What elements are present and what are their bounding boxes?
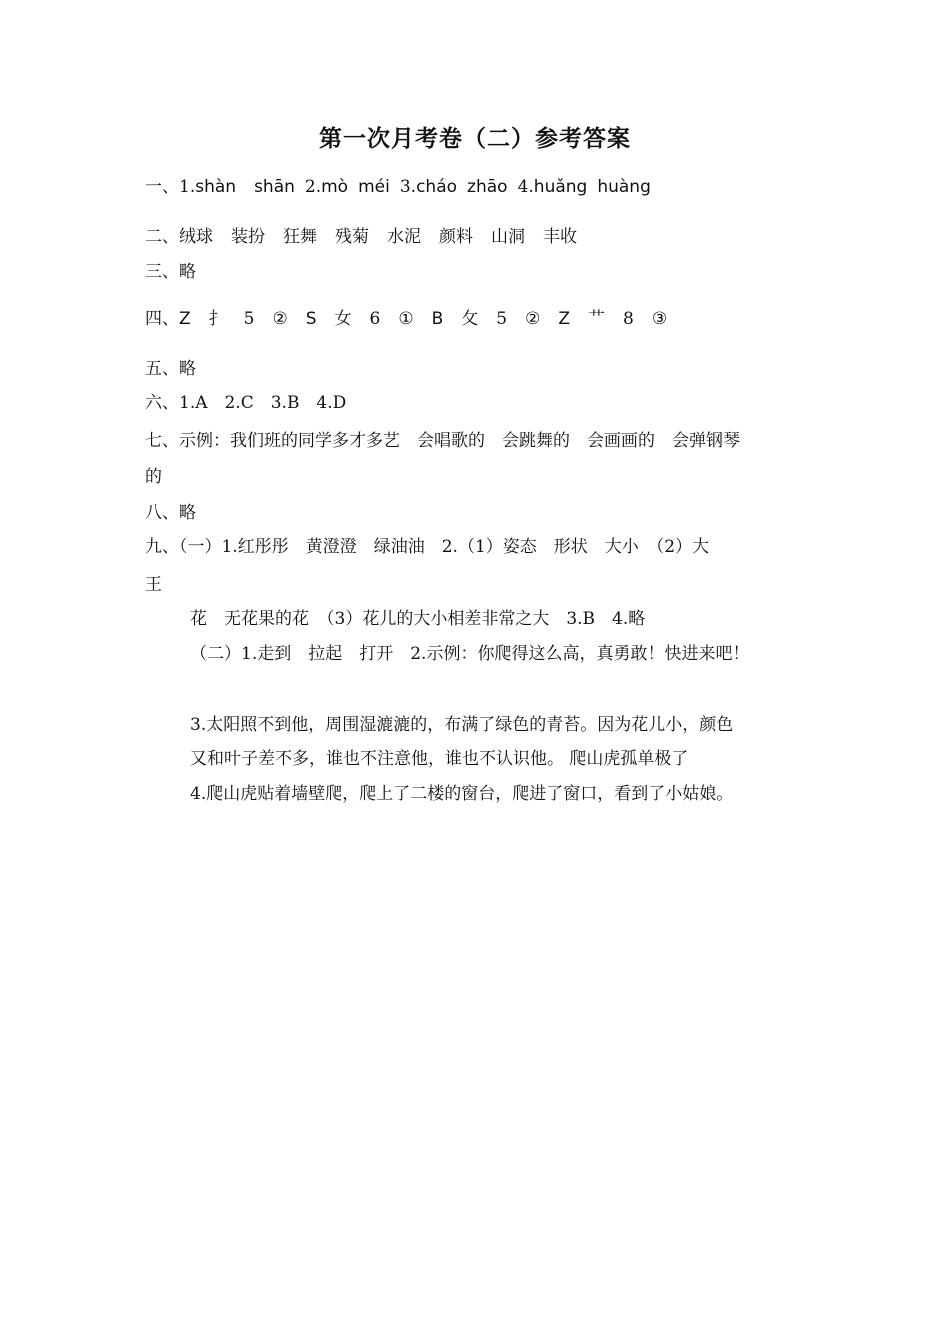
answer-1-item-4-num: 4. (517, 177, 534, 197)
answer-4-token: 6 (369, 309, 381, 329)
answer-2-word: 水泥 (387, 227, 421, 247)
answer-1-item-2-a: mò (321, 177, 349, 197)
answer-6: 六、1.A 2.C 3.B 4.D (145, 393, 347, 413)
answer-9-line-5: 3.太阳照不到他，周围湿漉漉的，布满了绿色的青苔。因为花儿小，颜色 (190, 715, 734, 735)
answer-2-word: 装扮 (231, 227, 265, 247)
answer-1-item-3-num: 3. (399, 177, 417, 197)
answer-4-token: S (305, 309, 317, 329)
answer-4-token: 艹 (588, 309, 606, 329)
answer-9-line-3: 花 无花果的花 （3）花儿的大小相差非常之大 3.B 4.略 (190, 609, 646, 629)
answer-4-token: 5 (243, 309, 255, 329)
answer-4-token: ③ (651, 309, 668, 329)
answer-4-token: Z (558, 309, 571, 329)
answer-9-line-4: （二）1.走到 拉起 打开 2.示例：你爬得这么高，真勇敢！快进来吧！ (190, 644, 750, 664)
answer-8: 八、略 (145, 503, 196, 523)
answer-7-line-1: 七、示例：我们班的同学多才多艺 会唱歌的 会跳舞的 会画画的 会弹钢琴 (145, 431, 740, 451)
answer-2-word: 狂舞 (283, 227, 317, 247)
answer-4-token: 女 (334, 309, 352, 329)
answer-4-token: B (431, 309, 444, 329)
answer-1-item-2-b: méi (358, 177, 390, 197)
answer-1-item-1-num: 1. (179, 177, 196, 197)
answer-4-token: 8 (623, 309, 634, 329)
answer-2-word: 山洞 (491, 227, 525, 247)
answer-2-word: 丰收 (543, 227, 577, 247)
answer-9-line-2: 王 (145, 575, 162, 595)
answer-1-item-2-num: 2. (304, 177, 322, 197)
answer-4-token: 扌 (208, 309, 226, 329)
answer-4-token: 攵 (461, 309, 479, 329)
answer-3: 三、略 (145, 262, 196, 282)
answer-2 (145, 226, 577, 248)
answer-9-line-6: 又和叶子差不多，谁也不注意他，谁也不认识他。 爬山虎孤单极了 (190, 749, 689, 769)
answer-4-prefix: 四、 (145, 309, 179, 329)
page-title: 第一次月考卷（二）参考答案 (319, 126, 631, 152)
answer-1-prefix: 一、 (145, 177, 179, 197)
answer-2-word: 颜料 (439, 227, 473, 247)
answer-4-token: Z (179, 309, 191, 329)
answer-4-token: ① (398, 309, 414, 329)
answer-1-item-1-a: shàn (195, 177, 237, 197)
answer-4 (145, 308, 667, 330)
answer-9-line-7: 4.爬山虎贴着墙壁爬，爬上了二楼的窗台，爬进了窗口，看到了小姑娘。 (190, 784, 734, 804)
answer-1-item-1-b: shān (254, 177, 295, 197)
answer-4-token: 5 (496, 309, 508, 329)
answer-2-word: 残菊 (335, 227, 369, 247)
answer-4-token: ② (525, 309, 541, 329)
answer-1-item-3-a: cháo (416, 177, 458, 197)
answer-1-item-4-b: huàng (597, 177, 651, 197)
answer-7-line-2: 的 (145, 467, 162, 487)
answer-5: 五、略 (145, 359, 196, 379)
answer-1-item-4-a: huǎng (533, 177, 588, 197)
answer-1 (145, 176, 651, 198)
answer-1-item-3-b: zhāo (467, 177, 508, 197)
answer-4-token: ② (272, 309, 288, 329)
answer-9-line-1: 九、（一）1.红彤彤 黄澄澄 绿油油 2.（1）姿态 形状 大小 （2）大 (145, 537, 710, 557)
answer-2-prefix: 二、 (145, 227, 179, 247)
answer-2-word: 绒球 (179, 227, 213, 247)
